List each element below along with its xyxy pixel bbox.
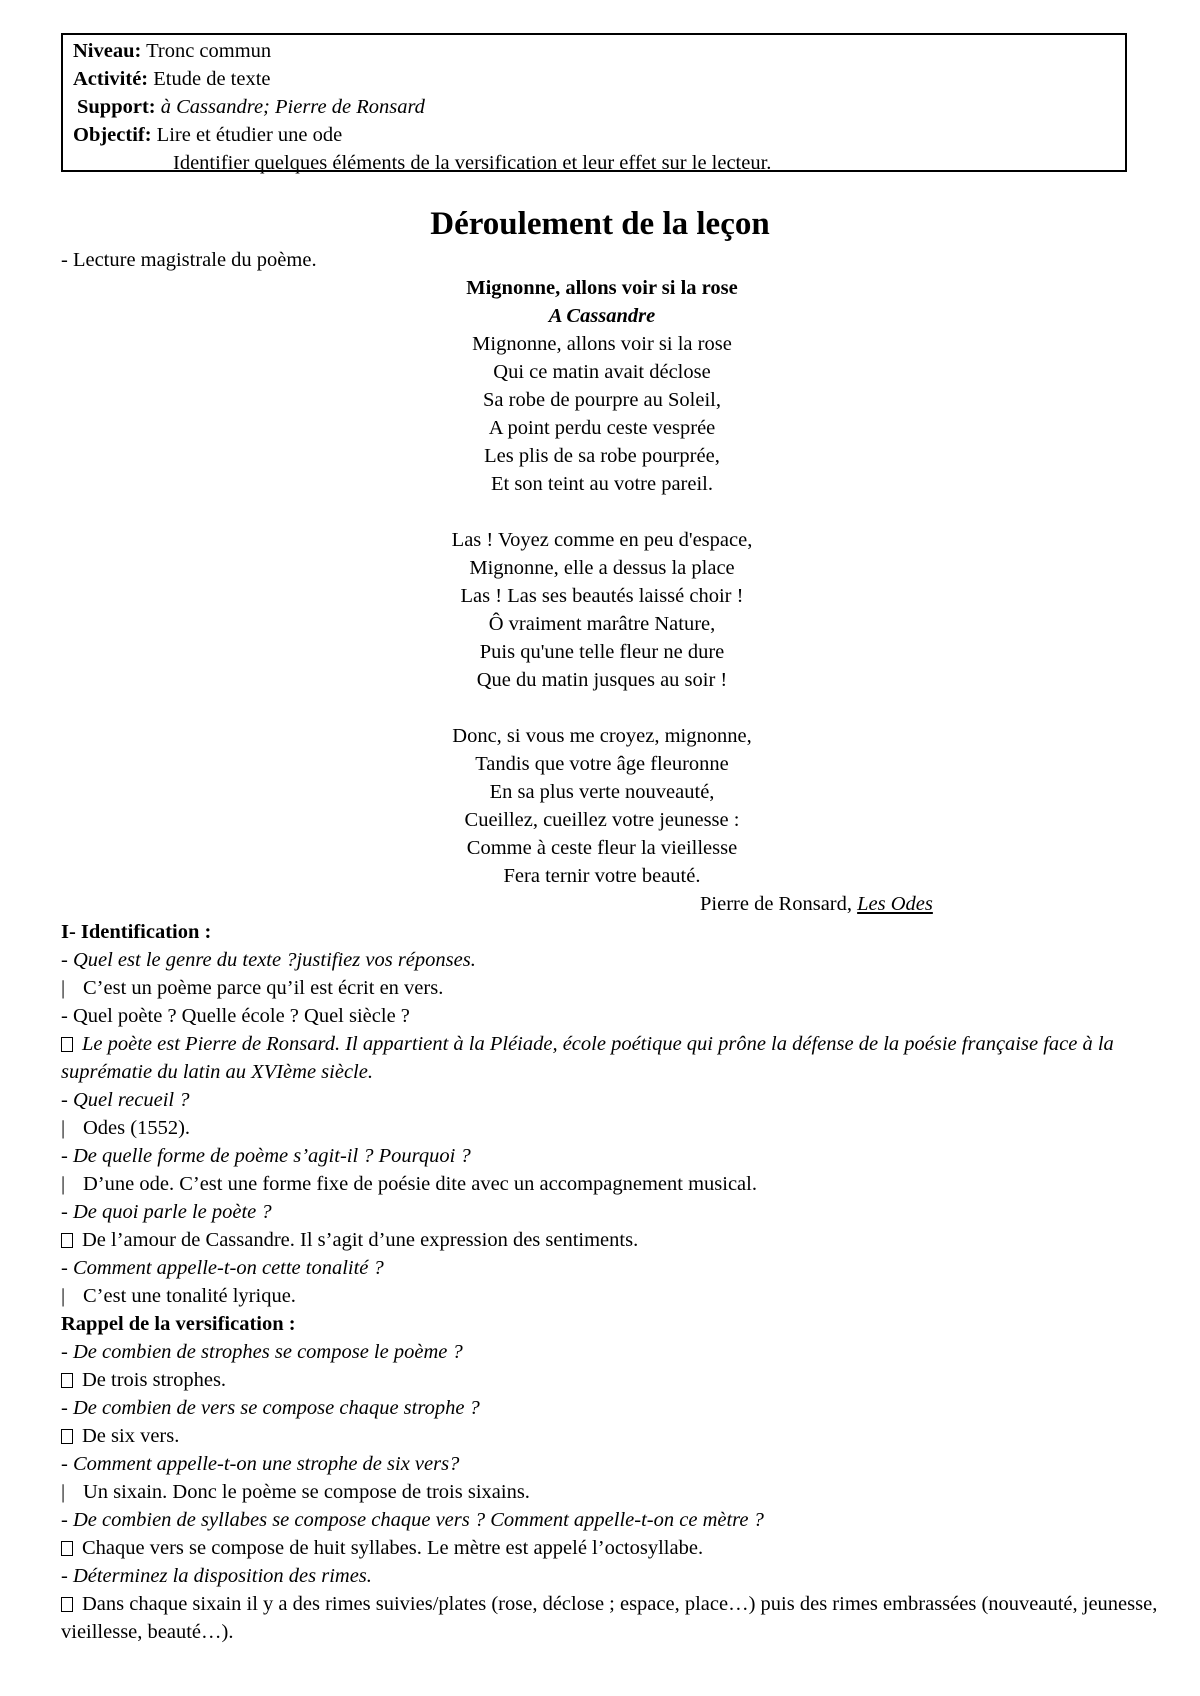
poem-verse: Fera ternir votre beauté. xyxy=(503,865,701,887)
section-heading-versification: Rappel de la versification : xyxy=(61,1313,296,1335)
poem-verse: Comme à ceste fleur la vieillesse xyxy=(466,837,738,859)
answer-text: D’une ode. C’est une forme fixe de poésie dite avec un accompagnement musical. xyxy=(83,1173,757,1195)
poem-verse: Que du matin jusques au soir ! xyxy=(476,669,728,691)
bullet-box-icon xyxy=(61,1233,73,1248)
bullet-bar-icon: | xyxy=(61,1285,66,1307)
poem-verse: Mignonne, allons voir si la rose xyxy=(472,333,732,355)
objectif-value: Lire et étudier une ode xyxy=(151,124,343,146)
questions-section xyxy=(61,918,1161,1646)
question: - De quelle forme de poème s’agit-il ? Pourquoi ? xyxy=(61,1145,471,1167)
question: - Comment appelle-t-on cette tonalité ? xyxy=(61,1257,384,1279)
poem-subtitle: A Cassandre xyxy=(548,305,656,327)
stanza-gap xyxy=(0,694,1200,722)
lecture-line: - Lecture magistrale du poème. xyxy=(61,249,317,271)
question: - De combien de syllabes se compose chaque vers ? Comment appelle-t-on ce mètre ? xyxy=(61,1509,764,1531)
question: - De combien de strophes se compose le poème ? xyxy=(61,1341,463,1363)
poem xyxy=(0,274,1200,890)
answer xyxy=(61,1422,1161,1450)
answer xyxy=(61,1114,1161,1142)
author-name: Pierre de Ronsard, xyxy=(700,893,858,915)
poem-stanza-2 xyxy=(0,526,1200,694)
page-title: Déroulement de la leçon xyxy=(430,206,770,242)
bullet-bar-icon: | xyxy=(61,1481,66,1503)
poem-verse: Cueillez, cueillez votre jeunesse : xyxy=(464,809,740,831)
poem-stanza-3 xyxy=(0,722,1200,890)
support-value: à Cassandre; Pierre de Ronsard xyxy=(155,96,425,118)
answer-text: Odes (1552). xyxy=(83,1117,191,1139)
poem-stanza-1 xyxy=(0,330,1200,498)
bullet-box-icon xyxy=(61,1373,73,1388)
answer xyxy=(61,1478,1161,1506)
poem-verse: Mignonne, elle a dessus la place xyxy=(469,557,735,579)
question: - Comment appelle-t-on une strophe de six vers? xyxy=(61,1453,460,1475)
niveau-value: Tronc commun xyxy=(141,40,272,62)
question: - De combien de vers se compose chaque strophe ? xyxy=(61,1397,480,1419)
niveau-row xyxy=(73,37,1115,65)
poem-title: Mignonne, allons voir si la rose xyxy=(466,277,738,299)
poem-verse: Las ! Las ses beautés laissé choir ! xyxy=(460,585,744,607)
bullet-bar-icon: | xyxy=(61,1117,66,1139)
poem-verse: Les plis de sa robe pourprée, xyxy=(484,445,720,467)
answer xyxy=(61,1366,1161,1394)
poem-verse: Tandis que votre âge fleuronne xyxy=(475,753,729,775)
answer xyxy=(61,1030,1161,1086)
answer-text: C’est un poème parce qu’il est écrit en vers. xyxy=(83,977,444,999)
poem-verse: Sa robe de pourpre au Soleil, xyxy=(483,389,721,411)
bullet-bar-icon: | xyxy=(61,977,66,999)
poem-attribution xyxy=(700,890,933,918)
activite-value: Etude de texte xyxy=(148,68,271,90)
bullet-box-icon xyxy=(61,1597,73,1612)
bullet-box-icon xyxy=(61,1541,73,1556)
bullet-box-icon xyxy=(61,1429,73,1444)
niveau-label: Niveau: xyxy=(73,40,142,62)
section-heading-identification: I- Identification : xyxy=(61,921,212,943)
work-title: Les Odes xyxy=(857,893,933,915)
poem-verse: Qui ce matin avait déclose xyxy=(493,361,711,383)
support-label: Support: xyxy=(77,96,156,118)
poem-verse: En sa plus verte nouveauté, xyxy=(489,781,715,803)
answer-text: Le poète est Pierre de Ronsard. Il appartient à la Pléiade, école poétique qui prône la défense de la poésie française face à la suprématie du latin au XVIème siècle. xyxy=(61,1033,1114,1083)
answer-text: Un sixain. Donc le poème se compose de trois sixains. xyxy=(83,1481,530,1503)
answer-text: Chaque vers se compose de huit syllabes. Le mètre est appelé l’octosyllabe. xyxy=(82,1537,704,1559)
stanza-gap xyxy=(0,498,1200,526)
answer-text: De l’amour de Cassandre. Il s’agit d’une expression des sentiments. xyxy=(82,1229,639,1251)
bullet-bar-icon: | xyxy=(61,1173,66,1195)
answer xyxy=(61,1590,1161,1646)
poem-verse: Ô vraiment marâtre Nature, xyxy=(488,613,716,635)
answer xyxy=(61,1534,1161,1562)
answer xyxy=(61,1282,1161,1310)
answer-text: Dans chaque sixain il y a des rimes suivies/plates (rose, déclose ; espace, place…) puis des rimes embrassées (nouveauté, jeunesse, vieillesse, beauté…). xyxy=(61,1593,1158,1643)
answer-text: De six vers. xyxy=(82,1425,180,1447)
objectif-value-2: Identifier quelques éléments de la versification et leur effet sur le lecteur. xyxy=(173,152,772,174)
answer-text: De trois strophes. xyxy=(82,1369,227,1391)
activite-row xyxy=(73,65,1115,93)
lesson-info-box xyxy=(61,33,1127,172)
objectif-row xyxy=(73,121,1115,149)
answer xyxy=(61,1226,1161,1254)
question: - Quel est le genre du texte ?justifiez vos réponses. xyxy=(61,949,476,971)
poem-verse: Puis qu'une telle fleur ne dure xyxy=(479,641,725,663)
poem-verse: Donc, si vous me croyez, mignonne, xyxy=(452,725,752,747)
poem-verse: Et son teint au votre pareil. xyxy=(490,473,714,495)
question: - De quoi parle le poète ? xyxy=(61,1201,272,1223)
question: - Déterminez la disposition des rimes. xyxy=(61,1565,372,1587)
activite-label: Activité: xyxy=(73,68,149,90)
question: - Quel recueil ? xyxy=(61,1089,190,1111)
answer xyxy=(61,974,1161,1002)
question: - Quel poète ? Quelle école ? Quel siècle ? xyxy=(61,1005,410,1027)
answer-text: C’est une tonalité lyrique. xyxy=(83,1285,296,1307)
poem-verse: A point perdu ceste vesprée xyxy=(488,417,716,439)
poem-verse: Las ! Voyez comme en peu d'espace, xyxy=(451,529,753,551)
objectif-row-2 xyxy=(73,149,1115,177)
objectif-label: Objectif: xyxy=(73,124,152,146)
support-row xyxy=(73,93,1115,121)
bullet-box-icon xyxy=(61,1037,73,1052)
answer xyxy=(61,1170,1161,1198)
